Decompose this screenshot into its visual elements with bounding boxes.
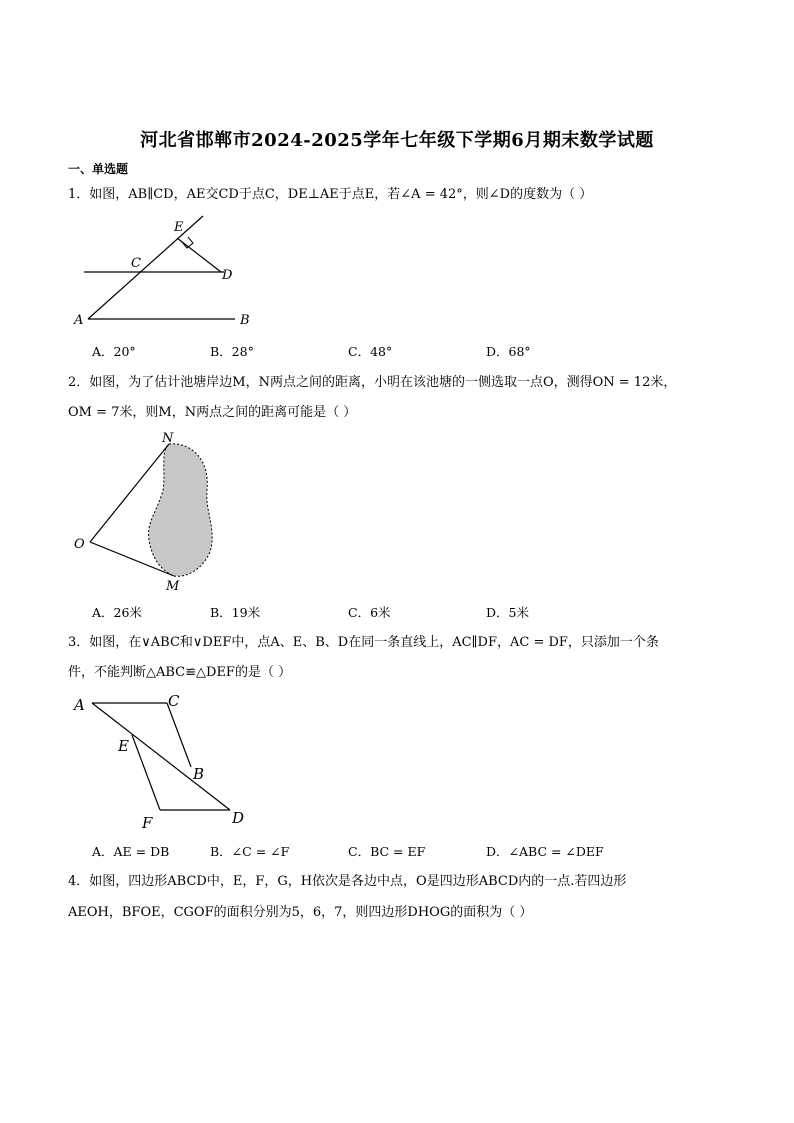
question-3-text-line-2: 件，不能判断△ABC≌△DEF的是（ ）: [68, 665, 292, 680]
segment-cb: [167, 703, 191, 767]
line-ae: [88, 216, 203, 319]
q1-option-a[interactable]: A．20°: [92, 344, 136, 359]
label-b: B: [240, 313, 250, 328]
question-1-text: 1．如图，AB∥CD，AE交CD于点C，DE⊥AE于点E，若∠A = 42°，则∠D的度数为（ ）: [68, 187, 593, 202]
label-f: F: [142, 814, 153, 832]
q2-option-c[interactable]: C．6米: [348, 605, 391, 620]
question-2-text-line-2: OM = 7米，则M，N两点之间的距离可能是（ ）: [68, 405, 357, 420]
q1-option-b[interactable]: B．28°: [210, 344, 254, 359]
label-c: C: [168, 692, 180, 710]
question-3-options: [92, 842, 652, 860]
question-2-text-line-1: 2．如图，为了估计池塘岸边M，N两点之间的距离，小明在该池塘的一侧选取一点O，测得ON = 12米，: [68, 375, 677, 390]
q2-option-d[interactable]: D．5米: [486, 605, 529, 620]
pond-shape: [149, 444, 213, 576]
q3-option-b[interactable]: B．∠C = ∠F: [210, 844, 290, 859]
label-e: E: [118, 737, 129, 755]
q3-option-d[interactable]: D．∠ABC = ∠DEF: [486, 844, 604, 859]
question-3-figure: [70, 690, 260, 835]
question-2-figure: [70, 430, 220, 592]
q2-option-a[interactable]: A．26米: [92, 605, 142, 620]
label-e: E: [174, 220, 184, 235]
page-title: 河北省邯郸市2024-2025学年七年级下学期6月期末数学试题: [140, 130, 654, 151]
label-b: B: [193, 765, 205, 783]
label-a: A: [74, 313, 84, 328]
label-a: A: [74, 696, 85, 714]
question-1-figure: [70, 212, 270, 330]
question-4-text-line-1: 4．如图，四边形ABCD中，E，F，G，H依次是各边中点，O是四边形ABCD内的一点.若四边形: [68, 874, 627, 889]
q1-option-c[interactable]: C．48°: [348, 344, 393, 359]
label-m: M: [166, 579, 180, 592]
question-1-options: [92, 342, 652, 360]
segment-ef: [132, 735, 160, 810]
question-3-text-line-1: 3．如图，在∨ABC和∨DEF中，点A、E、B、D在同一条直线上，AC∥DF，AC = DF，只添加一个条: [68, 635, 659, 650]
line-ad: [92, 703, 230, 810]
label-c: C: [131, 256, 141, 271]
q1-option-d[interactable]: D．68°: [486, 344, 531, 359]
q3-option-c[interactable]: C．BC = EF: [348, 844, 426, 859]
section-heading: 一、单选题: [68, 162, 129, 176]
question-2-options: [92, 603, 652, 621]
label-o: O: [74, 537, 85, 552]
label-d: D: [232, 809, 245, 827]
q2-option-b[interactable]: B．19米: [210, 605, 261, 620]
label-d: D: [222, 268, 233, 283]
label-n: N: [162, 431, 174, 446]
line-de: [177, 238, 221, 272]
question-4-text-line-2: AEOH，BFOE，CGOF的面积分别为5，6，7，则四边形DHOG的面积为（ ）: [68, 905, 533, 920]
q3-option-a[interactable]: A．AE = DB: [92, 844, 170, 859]
